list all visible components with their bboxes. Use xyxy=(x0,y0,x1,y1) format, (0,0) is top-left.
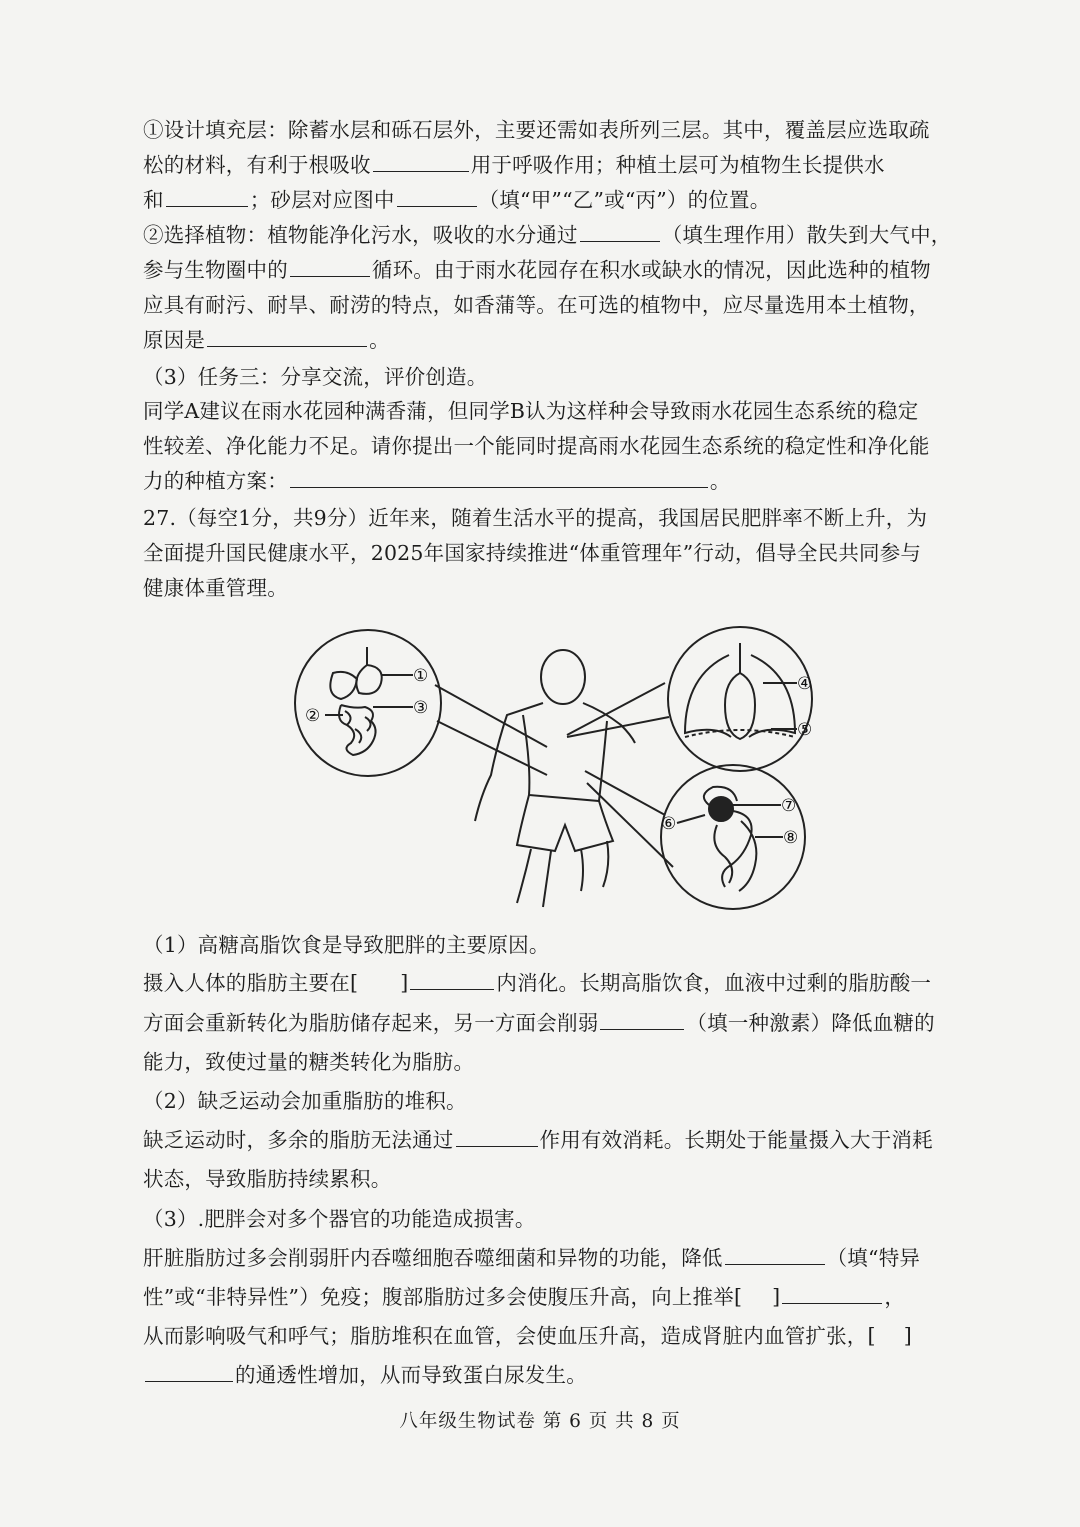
text: 同学A建议在雨水花园种满香蒲，但同学B认为这样种会导致雨水花园生态系统的稳定 xyxy=(143,399,919,423)
text: ] xyxy=(400,971,409,995)
q26-task3-line3 xyxy=(143,468,731,494)
label-8: ⑧ xyxy=(783,828,799,848)
q26-p1-line3 xyxy=(143,187,770,213)
text: 参与生物圈中的 xyxy=(143,258,288,282)
text: 缺乏运动时，多余的脂肪无法通过 xyxy=(143,1128,454,1152)
glomerulus-drawing xyxy=(709,797,733,821)
q26-task3-line1 xyxy=(143,398,918,424)
label-3: ③ xyxy=(413,698,429,718)
text: 27.（每空1分，共9分）近年来，随着生活水平的提高，我国居民肥胖率不断上升，为 xyxy=(143,506,928,530)
q27-s1-line3 xyxy=(143,1049,474,1075)
runner-vest xyxy=(523,715,607,801)
text: 的通透性增加，从而导致蛋白尿发生。 xyxy=(235,1363,587,1387)
text: （3）任务三：分享交流，评价创造。 xyxy=(143,365,488,389)
runner-head xyxy=(541,650,585,704)
text: 作用有效消耗。长期处于能量摄入大于消耗 xyxy=(539,1128,933,1152)
text: 方面会重新转化为脂肪储存起来，另一方面会削弱 xyxy=(143,1011,599,1035)
q27-s1-title xyxy=(143,932,550,958)
q27-intro-line1 xyxy=(143,505,927,531)
answer-blank[interactable] xyxy=(456,1128,538,1147)
answer-blank[interactable] xyxy=(580,223,660,242)
text: 用于呼吸作用；种植土层可为植物生长提供水 xyxy=(470,153,885,177)
text: 。 xyxy=(369,328,390,352)
q26-p2-line4 xyxy=(143,327,390,353)
answer-blank[interactable] xyxy=(290,258,370,277)
answer-blank[interactable] xyxy=(290,469,708,488)
text: 力的种植方案： xyxy=(143,469,288,493)
text: （2）缺乏运动会加重脂肪的堆积。 xyxy=(143,1089,467,1113)
text: （3）.肥胖会对多个器官的功能造成损害。 xyxy=(143,1207,536,1231)
text: ；砂层对应图中 xyxy=(249,188,395,212)
label-4: ④ xyxy=(797,674,813,694)
text: （填“特异 xyxy=(826,1246,921,1270)
text: 摄入人体的脂肪主要在[ xyxy=(143,971,359,995)
q26-p2-line3 xyxy=(143,292,930,318)
trachea-heart-drawing xyxy=(725,643,755,739)
connector-line xyxy=(435,685,547,747)
stomach-drawing xyxy=(356,647,381,694)
text: （填生理作用）散失到大气中， xyxy=(661,223,952,247)
answer-blank[interactable] xyxy=(207,328,367,347)
q27-s2-line2 xyxy=(143,1166,391,1192)
text: 状态，导致脂肪持续累积。 xyxy=(143,1167,392,1191)
q27-intro-line2 xyxy=(143,540,921,566)
answer-blank[interactable] xyxy=(782,1285,882,1304)
liver-drawing xyxy=(330,672,357,699)
q26-p1-line1 xyxy=(143,117,930,143)
text: （填一种激素）降低血糖的 xyxy=(686,1011,935,1035)
runner-left-arm xyxy=(475,703,543,821)
text: ， xyxy=(884,1285,906,1309)
answer-blank[interactable] xyxy=(166,188,248,207)
answer-blank[interactable] xyxy=(410,971,494,990)
q27-s3-line1 xyxy=(143,1245,920,1271)
text: ①设计填充层：除蓄水层和砾石层外，主要还需如表所列三层。其中，覆盖层应选取疏 xyxy=(143,118,930,142)
text: 循环。由于雨水花园存在积水或缺水的情况，因此选种的植物 xyxy=(371,258,931,282)
label-7: ⑦ xyxy=(781,796,797,816)
text: （1）高糖高脂饮食是导致肥胖的主要原因。 xyxy=(143,933,550,957)
label-5: ⑤ xyxy=(797,720,813,740)
q26-task3-title xyxy=(143,364,487,390)
answer-blank[interactable] xyxy=(600,1011,684,1030)
runner-shorts xyxy=(517,795,613,851)
text: 松的材料，有利于根吸收 xyxy=(143,153,371,177)
q26-task3-line2 xyxy=(143,433,930,459)
q27-s2-line1 xyxy=(143,1127,933,1153)
text: ②选择植物：植物能净化污水，吸收的水分通过 xyxy=(143,223,578,247)
q27-s3-title xyxy=(143,1206,536,1232)
q26-p2-line2 xyxy=(143,257,931,283)
label-2: ② xyxy=(305,706,321,726)
q27-s3-line3 xyxy=(143,1323,912,1349)
text: 内消化。长期高脂饮食，血液中过剩的脂肪酸一 xyxy=(496,971,932,995)
q26-p2-line1 xyxy=(143,222,952,248)
diaphragm-drawing xyxy=(685,730,795,737)
text: ] xyxy=(772,1285,781,1309)
answer-blank[interactable] xyxy=(725,1246,825,1265)
text: 原因是 xyxy=(143,328,206,352)
label-6: ⑥ xyxy=(661,814,677,834)
answer-blank[interactable] xyxy=(145,1363,233,1382)
text: 能力，致使过量的糖类转化为脂肪。 xyxy=(143,1050,475,1074)
text: 性较差、净化能力不足。请你提出一个能同时提高雨水花园生态系统的稳定性和净化能 xyxy=(143,434,930,458)
q27-s3-line4 xyxy=(143,1362,587,1388)
text: 全面提升国民健康水平，2025年国家持续推进“体重管理年”行动，倡导全民共同参与 xyxy=(143,541,922,565)
answer-blank[interactable] xyxy=(373,153,469,172)
q27-s1-line2 xyxy=(143,1010,935,1036)
q27-s2-title xyxy=(143,1088,467,1114)
text: 健康体重管理。 xyxy=(143,576,288,600)
text: 性”或“非特异性”）免疫；腹部脂肪过多会使腹压升高，向上推举[ xyxy=(143,1285,743,1309)
answer-blank[interactable] xyxy=(397,188,477,207)
text: 。 xyxy=(709,469,731,493)
text: 肝脏脂肪过多会削弱肝内吞噬细胞吞噬细菌和异物的功能，降低 xyxy=(143,1246,723,1270)
text: （填“甲”“乙”或“丙”）的位置。 xyxy=(478,188,771,212)
text: 从而影响吸气和呼气；脂肪堆积在血管，会使血压升高，造成肾脏内血管扩张，[ xyxy=(143,1324,876,1348)
q27-s3-line2 xyxy=(143,1284,905,1310)
q27-s1-line1 xyxy=(143,970,931,996)
q27-intro-line3 xyxy=(143,575,288,601)
text: 和 xyxy=(143,188,164,212)
label-1: ① xyxy=(413,666,429,686)
runner-organs-figure xyxy=(285,625,830,915)
q26-p1-line2 xyxy=(143,152,885,178)
runner-legs xyxy=(517,841,608,907)
text: 应具有耐污、耐旱、耐涝的特点，如香蒲等。在可选的植物中，应尽量选用本土植物， xyxy=(143,293,930,317)
text: ] xyxy=(903,1324,912,1348)
pointer-line xyxy=(677,815,705,823)
page-footer: 八年级生物试卷 第 6 页 共 8 页 xyxy=(399,1411,681,1432)
